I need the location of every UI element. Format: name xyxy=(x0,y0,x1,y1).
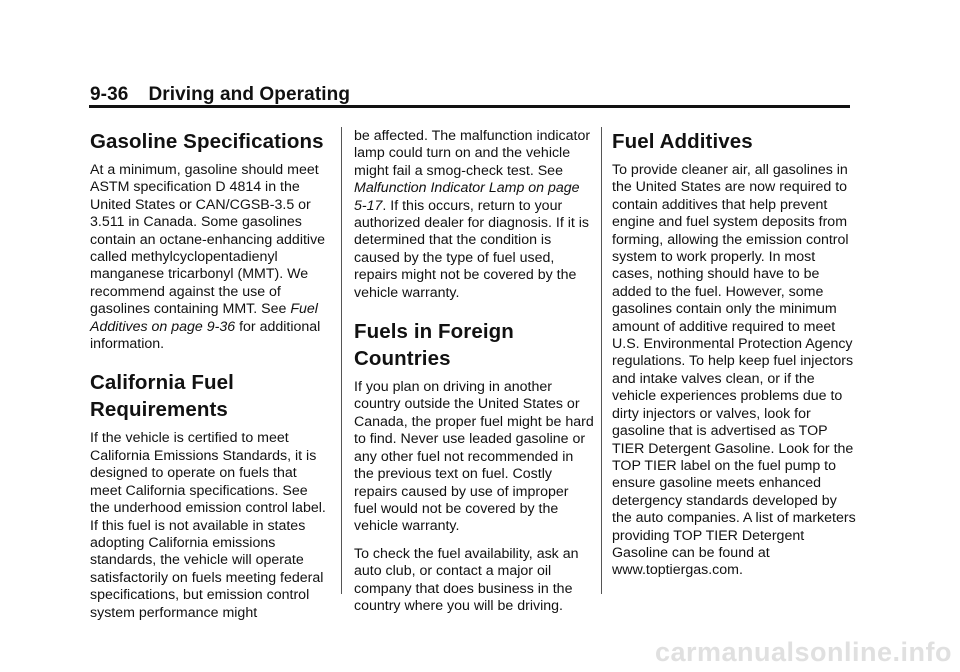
paragraph-text: for additional information. xyxy=(90,318,321,353)
heading-fuel-additives: Fuel Additives xyxy=(612,130,753,153)
heading-fuels-in-foreign-countries: Fuels in Foreign Countries xyxy=(354,320,514,371)
paragraph: To provide cleaner air, all gasolines in the United States are now required to contain additives that help prevent engine and fuel system deposits from forming, allowing the emission control system to work properly. In most cases, nothing should have to be added to the fuel. However, some gasolines contain only the minimum amount of additive required to meet U.S. Environmental Protection Agency regulations. To help keep fuel injectors and intake valves clean, or if the vehicle experiences problems due to dirty injectors or valves, look for gasoline that is advertised as TOP TIER Detergent Gasoline. Look for the TOP TIER label on the fuel pump to ensure gasoline meets enhanced detergency standards developed by the auto companies. A list of marketers providing TOP TIER Detergent Gasoline can be found at www.toptiergas.com. xyxy=(612,162,856,579)
column-divider xyxy=(601,127,602,594)
column-1 xyxy=(90,128,330,632)
paragraph xyxy=(354,128,594,302)
page-number: 9-36 xyxy=(90,84,129,105)
cross-reference-link[interactable]: Fuel Additives on page 9-36 xyxy=(90,301,318,335)
paragraph xyxy=(90,162,330,353)
heading-gasoline-specifications: Gasoline Specifications xyxy=(90,130,324,153)
paragraph-text: . If this occurs, return to your authorized dealer for diagnosis. If it is determined that the condition is caused by the type of fuel used, repairs might not be covered by the vehicle warranty. xyxy=(354,197,590,301)
header-rule xyxy=(89,105,850,108)
column-divider xyxy=(341,127,342,594)
paragraph: If the vehicle is certified to meet California Emissions Standards, it is designed to operate on fuels that meet California specifications. See the underhood emission control label. If this fuel is not available in states adopting California emissions standards, the vehicle will operate satisfactorily on fuels meeting federal specifications, but emission control system performance might xyxy=(90,430,326,621)
cross-reference-link[interactable]: Malfunction Indicator Lamp on page 5-17 xyxy=(354,180,580,214)
watermark: carmanualsonline.info xyxy=(654,637,952,667)
column-2 xyxy=(354,128,594,625)
paragraph-text: At a minimum, gasoline should meet ASTM specification D 4814 in the United States or CAN/CGSB-3.5 or 3.511 in Canada. Some gasolines contain an octane-enhancing additive called methylcyclopentadienyl manganese tricarbonyl (MMT). We recommend against the use of gasolines containing MMT. See xyxy=(90,162,326,318)
paragraph-text: be affected. The malfunction indicator lamp could turn on and the vehicle might fail a smog-check test. See xyxy=(354,128,591,179)
paragraph: If you plan on driving in another country outside the United States or Canada, the proper fuel might be hard to find. Never use leaded gasoline or any other fuel not recommended in the previous text on fuel. Costly repairs caused by use of improper fuel would not be covered by the vehicle warranty. xyxy=(354,379,594,535)
column-3 xyxy=(612,128,857,590)
page-header xyxy=(90,84,350,106)
paragraph: To check the fuel availability, ask an auto club, or contact a major oil company that does business in the country where you will be driving. xyxy=(354,545,579,614)
heading-california-fuel-requirements: California Fuel Requirements xyxy=(90,371,234,422)
section-title: Driving and Operating xyxy=(148,84,351,105)
